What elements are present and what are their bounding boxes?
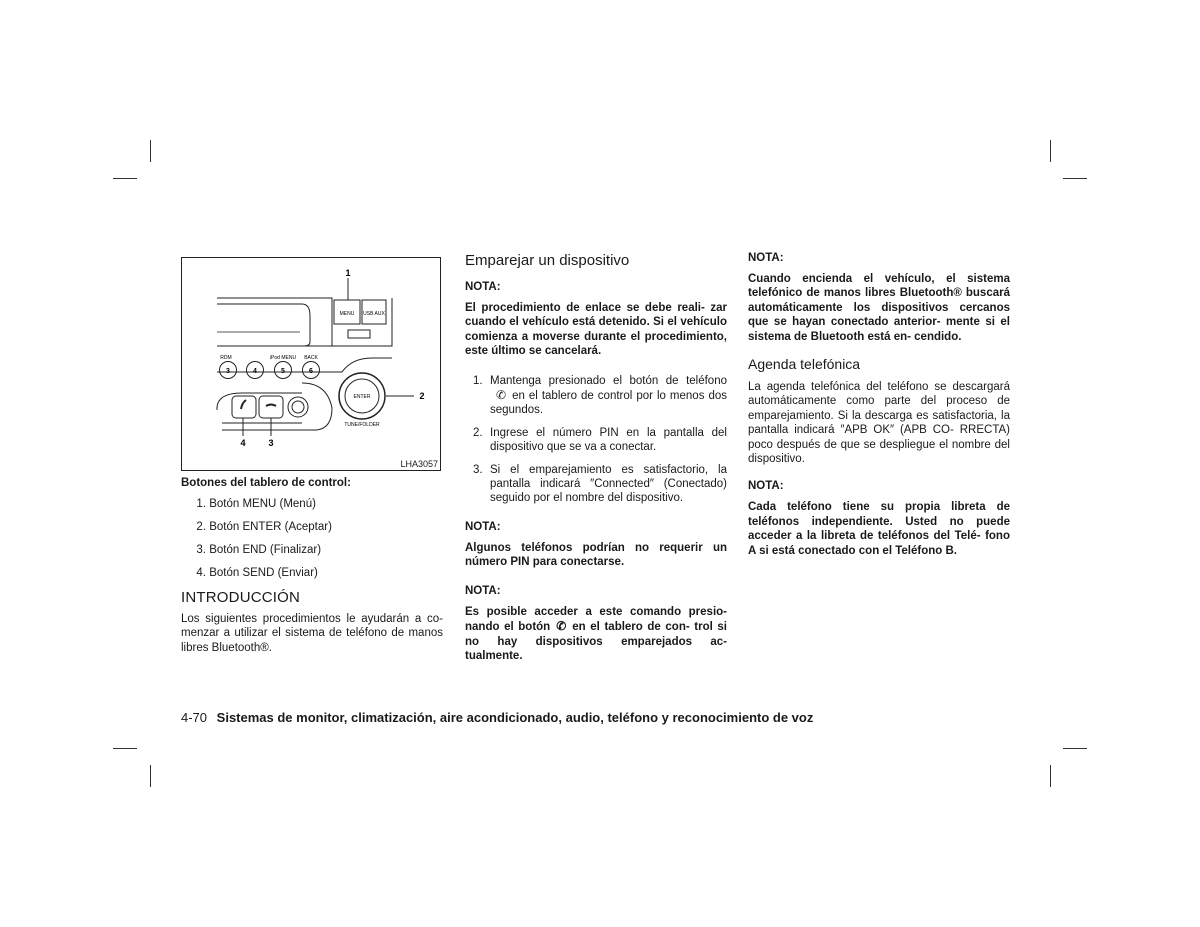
list-item: 1. Botón MENU (Menú)	[196, 498, 316, 510]
list-item: 3. Si el emparejamiento es satisfactorio, la pantalla indicará ″Connected″ (Conectado) seguido por el nombre del dispositivo.	[473, 463, 727, 505]
note-text: Cada teléfono tiene su propia libreta de teléfonos independiente. Usted no puede acceder a la libreta de teléfonos del Telé- fono A si está conectado con el Teléfono B.	[748, 501, 1010, 557]
note-label: NOTA:	[465, 584, 501, 597]
crop-mark	[1063, 748, 1087, 749]
note-label: NOTA:	[748, 480, 784, 493]
control-panel-figure	[181, 257, 441, 471]
list-item: 1. Mantenga presionado el botón de teléfono✆ en el tablero de control por lo menos dos segundos.	[473, 374, 727, 417]
back-label: BACK	[304, 355, 318, 361]
phone-handset-icon: ✆	[496, 388, 507, 403]
crop-mark	[1063, 178, 1087, 179]
crop-mark	[113, 748, 137, 749]
page-number: 4-70	[181, 710, 208, 725]
column-middle	[465, 252, 727, 678]
column-right	[748, 252, 1010, 573]
chapter-title: Sistemas de monitor, climatización, aire acondicionado, audio, teléfono y reconocimiento de voz	[216, 710, 814, 725]
tune-folder-label: TUNE/FOLDER	[344, 422, 380, 428]
preset-3: 3	[226, 368, 230, 375]
phone-handset-icon: ✆	[556, 619, 567, 634]
note-text: El procedimiento de enlace se debe reali- zar cuando el vehículo está detenido. Si el vehículo comienza a moverse durante el procedimiento, este último se cancelará.	[465, 302, 727, 358]
usb-aux-label: USB AUX	[363, 311, 385, 317]
callout-2: 2	[419, 391, 425, 401]
note-label: NOTA:	[465, 281, 501, 293]
crop-mark	[150, 140, 151, 162]
preset-6: 6	[309, 368, 313, 375]
pairing-steps	[465, 374, 727, 506]
enter-label: ENTER	[353, 394, 371, 400]
preset-5: 5	[281, 368, 285, 375]
page-footer	[181, 710, 813, 725]
note-label: NOTA:	[748, 252, 784, 264]
menu-button-label: MENU	[339, 311, 355, 317]
note-label: NOTA:	[465, 520, 501, 533]
note-text: Algunos teléfonos podrían no requerir un número PIN para conectarse.	[465, 541, 727, 569]
list-item: 2. Ingrese el número PIN en la pantalla del dispositivo que se va a conectar.	[473, 426, 727, 454]
section-heading-intro: INTRODUCCIÓN	[181, 589, 301, 606]
callout-1: 1	[345, 268, 351, 278]
callout-3: 3	[268, 438, 274, 448]
phonebook-paragraph: La agenda telefónica del teléfono se descargará automáticamente como parte del proceso de emparejamiento. Si la descarga es satisfactoria, la pantalla indicará ″APB OK″ (APB CO- RRECTA) poco después de que se despliegue el nombre del dispositivo.	[748, 381, 1010, 466]
control-button-list	[181, 497, 443, 580]
note-text: Cuando encienda el vehículo, el sistema telefónico de manos libres Bluetooth® buscará automáticamente los dispositivos cercanos que se hayan conectado anterior- mente si el sistema de Bluetooth está en- cendido.	[748, 273, 1010, 343]
intro-paragraph: Los siguientes procedimientos le ayudarán a co- menzar a utilizar el sistema de teléfono de manos libres Bluetooth®.	[181, 613, 443, 654]
figure-code: LHA3057	[400, 459, 438, 469]
figure-caption: Botones del tablero de control:	[181, 477, 351, 489]
crop-mark	[150, 765, 151, 787]
list-item: 3. Botón END (Finalizar)	[196, 544, 322, 556]
list-item: 2. Botón ENTER (Aceptar)	[196, 521, 332, 533]
note-text: Es posible acceder a este comando presio- nando el botón ✆ en el tablero de con- trol si no hay dispositivos emparejados ac- tualmente.	[465, 605, 727, 662]
list-item: 4. Botón SEND (Enviar)	[196, 567, 318, 579]
section-heading-pairing: Emparejar un dispositivo	[465, 252, 630, 269]
crop-mark	[1050, 765, 1051, 787]
section-heading-phonebook: Agenda telefónica	[748, 356, 861, 373]
crop-mark	[1050, 140, 1051, 162]
column-left	[181, 252, 443, 655]
ipod-menu-label: iPod MENU	[269, 355, 297, 361]
callout-4: 4	[240, 438, 246, 448]
preset-4: 4	[253, 368, 257, 375]
control-panel-diagram	[182, 258, 440, 470]
rdm-label: RDM	[220, 355, 232, 361]
crop-mark	[113, 178, 137, 179]
